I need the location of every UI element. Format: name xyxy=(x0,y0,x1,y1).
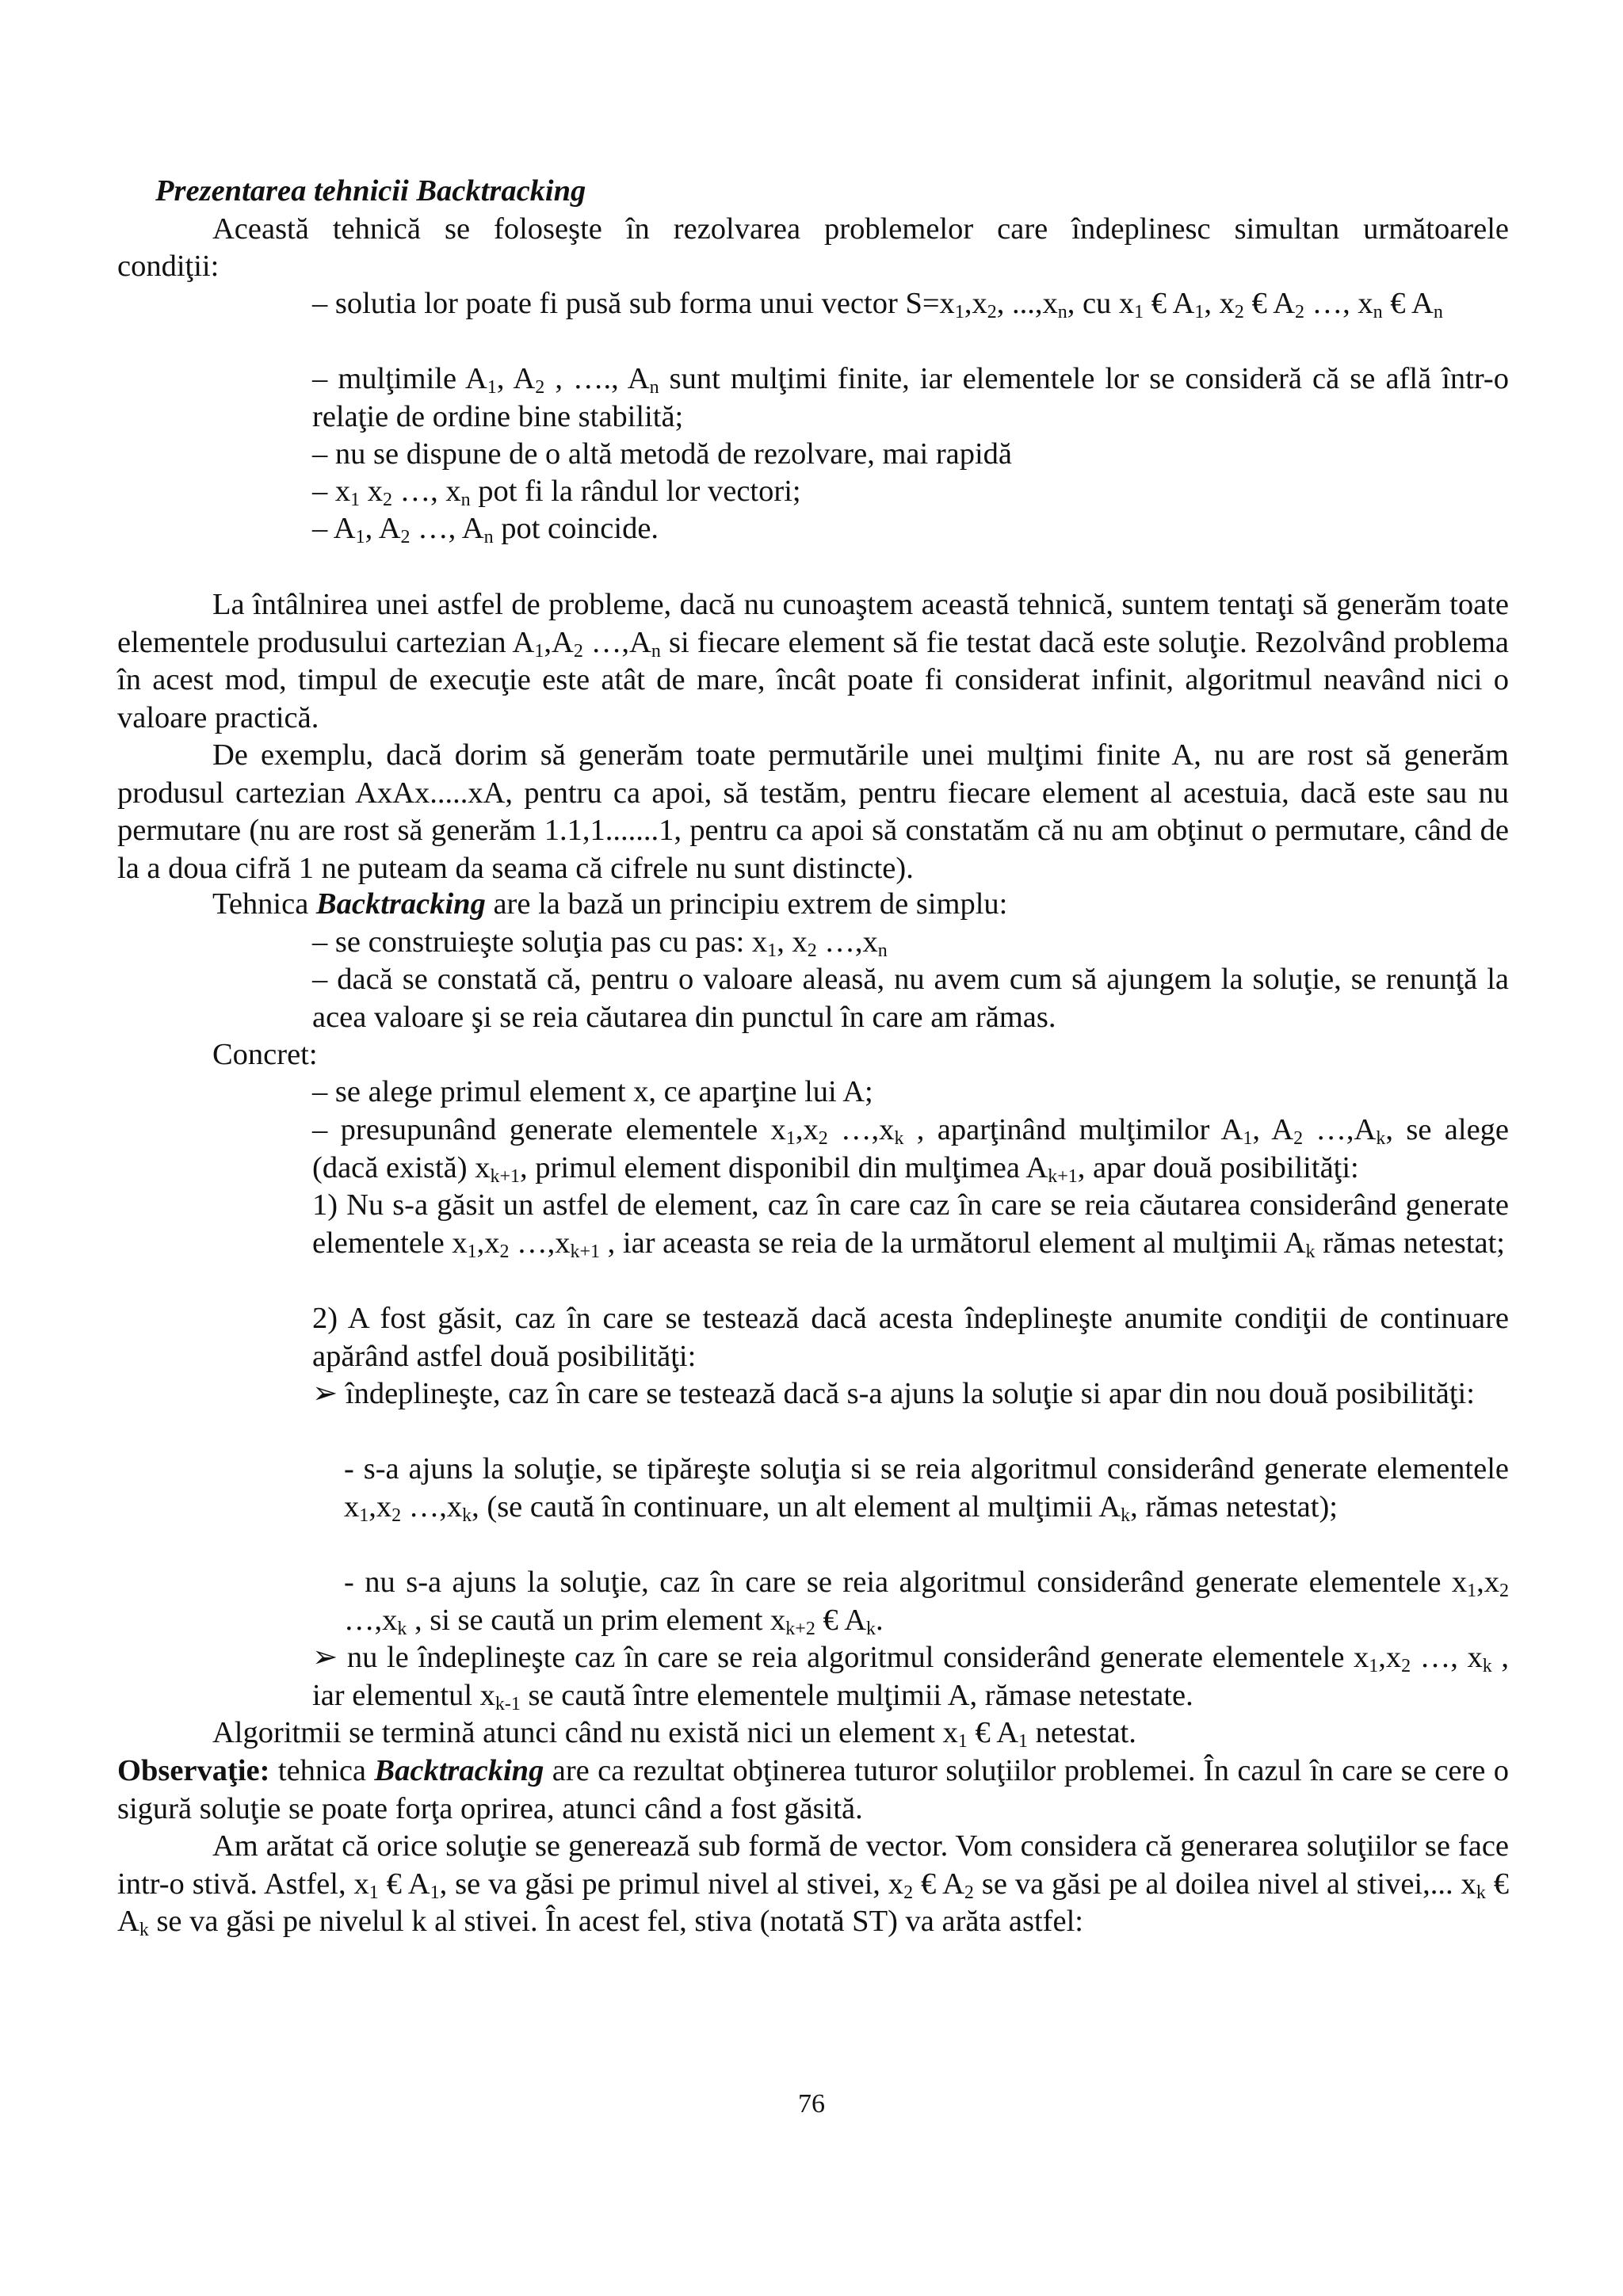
arrow-bullet-icon: ➢ xyxy=(312,1377,338,1410)
principle-line xyxy=(212,886,1509,924)
arrow-bullet-icon: ➢ xyxy=(312,1641,338,1674)
dash-bullet: – xyxy=(312,362,338,395)
paragraph-intalnire: La întâlnirea unei astfel de probleme, dacă nu cunoaştem această tehnică, suntem tentaţi să generăm toate elementele produsului cartezian $A_1,A_2$ $\dots,A_n$ si fiecare element să fie testat dacă este soluţie. Rezolvând problema în acest mod, timpul de execuţie este atât de mare, încât poate fi considerat infinit, algoritmul neavând nici o valoare practică. xyxy=(117,588,1509,734)
dash-bullet: – xyxy=(312,437,335,471)
principle-bold: Backtracking xyxy=(315,887,486,921)
observation-paragraph xyxy=(117,1753,1509,1828)
dash-bullet: – xyxy=(312,1113,341,1146)
concret-item-2: – presupunând generate elementele $x_1,x_2$ $\dots,x_k$ , aparţinând mulţimilor $A_1$, $A_2$ $\dots,A_k$, se alege (dacă există) $x_{k+1}$, primul element disponibil din mulţimea $A_{k+1}$, apar două posibilităţi: xyxy=(312,1113,1509,1187)
principle-after: are la bază un principiu extrem de simplu: xyxy=(485,887,1008,921)
paragraph-final: Am arătat că orice soluţie se generează sub formă de vector. Vom considera că generarea soluţiilor se face intr-o stivă. Astfel, $x_1$ € $A_1$, se va găsi pe primul nivel al stivei, $x_2$ € $A_2$ se va găsi pe al doilea nivel al stivei,... $x_k$ € $A_k$ se va găsi pe nivelul k al stivei. În acest fel, stiva (notată ST) va arăta astfel: xyxy=(117,1829,1509,1940)
bullet-2-text: nu le îndeplineşte caz în care se reia algoritmul considerând generate elementele $x_1,x_2$ …, $x_k$ , iar elementul $x_{k-1}$ se caută între elementele mulţimii A, rămase netestate. xyxy=(312,1641,1509,1714)
observation-label: Observaţie: xyxy=(117,1754,270,1787)
concret-label: Concret: xyxy=(212,1038,318,1071)
sub-item-1: - s-a ajuns la soluţie, se tipăreşte soluţia si se reia algoritmul considerând generate elementele $x_1,x_2$ $\dots,x_k$, (se caută în continuare, un alt element al mulţimii $A_k$, rămas netestat); xyxy=(344,1452,1509,1526)
algorithm-end-line: Algoritmii se termină atunci când nu există nici un element $x_1$ € $A_1$ netestat. xyxy=(212,1716,1136,1752)
principle-before: Tehnica xyxy=(212,887,316,921)
case-2: 2) A fost găsit, caz în care se testează dacă acesta îndeplineşte anumite condiţii de continuare apărând astfel două posibilităţi: xyxy=(312,1302,1509,1373)
bullet-1-text: îndeplineşte, caz în care se testează dacă s-a ajuns la soluţie si apar din nou două posibilităţi: xyxy=(345,1377,1475,1410)
sub-item-2: - nu s-a ajuns la soluţie, caz în care se reia algoritmul considerând generate elementele $x_1,x_2$ $\dots,x_k$ , si se caută un prim element $x_{k+2}$ € $A_k$. xyxy=(344,1566,1509,1639)
dash-bullet: – xyxy=(312,1075,335,1108)
observation-after: are ca rezultat obţinerea tuturor soluţiilor problemei. În cazul în care se cere o sigură soluţie se poate forţa oprirea, atunci când a fost găsită. xyxy=(117,1754,1509,1825)
condition-item-3: – nu se dispune de o altă metodă de rezolvare, mai rapidă xyxy=(312,437,1013,471)
principle-item-1: – se construieşte soluţia pas cu pas: $x_1$, $x_2$ $\dots,x_n$ xyxy=(312,925,888,961)
dash-bullet: – xyxy=(312,963,338,996)
principle-item-2: – dacă se constată că, pentru o valoare aleasă, nu avem cum să ajungem la soluţie, se renunţă la acea valoare şi se reia căutarea din punctul în care am rămas. xyxy=(312,963,1509,1034)
concret-item-1: – se alege primul element x, ce aparţine lui A; xyxy=(312,1075,873,1108)
section-title: Prezentarea tehnicii Backtracking xyxy=(155,174,586,208)
bullet-item-1 xyxy=(312,1375,1509,1413)
page-number: 76 xyxy=(798,2089,825,2119)
condition-item-2: – mulţimile $A_1$, $A_2$ , …., $A_n$ sunt mulţimi finite, iar elementele lor se consideră că se află într-o relaţie de ordine bine stabilită; xyxy=(312,362,1509,433)
observation-bold: Backtracking xyxy=(374,1754,544,1787)
dash-bullet: – xyxy=(312,512,334,545)
dash-bullet: – xyxy=(312,925,335,959)
observation-before: tehnica xyxy=(269,1754,375,1787)
condition-item-4: – $x_1$ $x_2$ …, $x_n$ pot fi la rândul lor vectori; xyxy=(312,475,801,510)
dash-bullet: – xyxy=(312,287,335,320)
intro-line-1: Această tehnică se foloseşte în rezolvarea problemelor care îndeplinesc simultan următoarele xyxy=(212,212,1509,246)
bullet-item-2 xyxy=(312,1639,1509,1714)
dash-bullet: – xyxy=(312,475,335,508)
paragraph-exemplu: De exemplu, dacă dorim să generăm toate permutările unei mulţimi finite A, nu are rost să generăm produsul cartezian AxAx.....xA, pentru ca apoi, să testăm, pentru fiecare element al acestuia, dacă este sau nu permutare (nu are rost să generăm 1.1,1.......1, pentru ca apoi să constatăm că nu am obţinut o permutare, când de la a doua cifră 1 ne puteam da seama că cifrele nu sunt distincte). xyxy=(117,738,1509,885)
intro-line-2: condiţii: xyxy=(117,250,220,283)
case-1: 1) Nu s-a găsit un astfel de element, caz în care caz în care se reia căutarea considerând generate elementele $x_1,x_2$ $\dots,x_{k+1}$ , iar aceasta se reia de la următorul element al mulţimii $A_k$ rămas netestat; xyxy=(312,1188,1509,1262)
condition-item-5: – $A_1$, $A_2$ …, $A_n$ pot coincide. xyxy=(312,512,659,547)
condition-item-1: – solutia lor poate fi pusă sub forma unui vector $S=x_1,x_2$, $...,x_n$, cu $x_1$ € $A_1$, $x_2$ € $A_2$ …, $x_n$ € $A_n$ xyxy=(312,287,1443,322)
